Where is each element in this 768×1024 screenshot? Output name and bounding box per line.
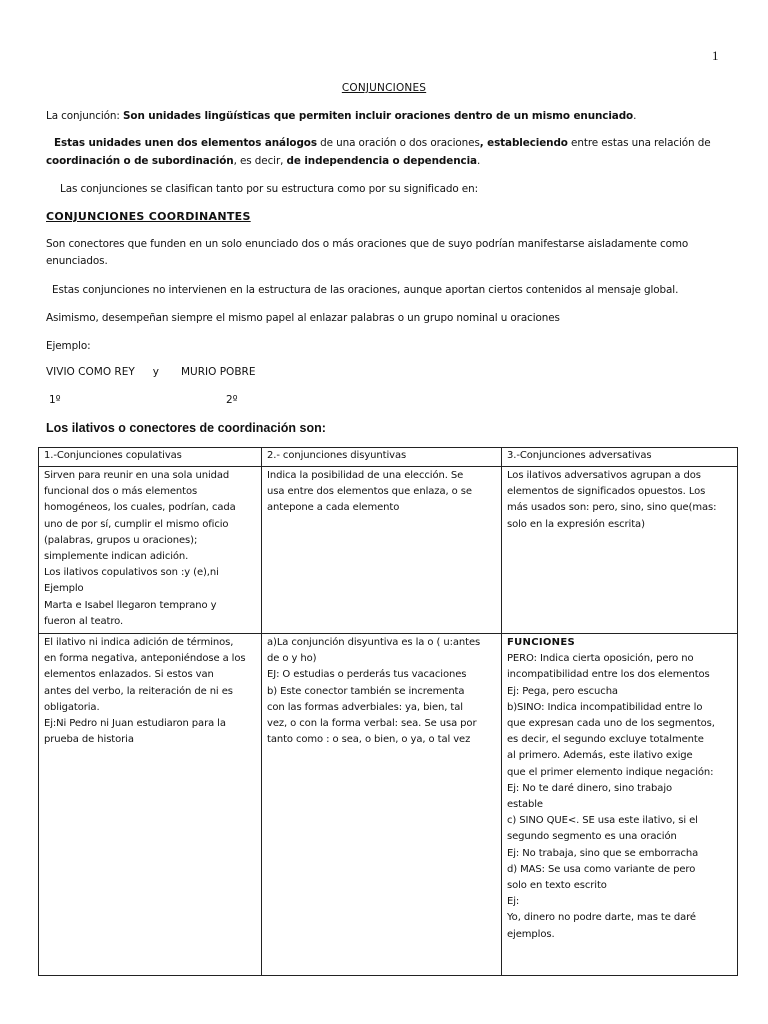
cell-text-line: (palabras, grupos u oraciones); [44, 534, 198, 546]
cell-text-line: homogéneos, los cuales, podrían, cada [44, 502, 236, 514]
cell-text-line: ejemplos. [507, 928, 555, 940]
cell-text-line: d) MAS: Se usa como variante de pero [507, 863, 696, 875]
cell-text-line: EJ: O estudias o perderás tus vacaciones [267, 669, 467, 681]
section-heading-coordinantes: CONJUNCIONES COORDINANTES [46, 210, 251, 223]
cell-text-line: solo en la expresión escrita) [507, 518, 645, 530]
example-part-2: MURIO POBRE [180, 366, 256, 378]
cell-text-line: a)La conjunción disyuntiva es la o ( u:antes [267, 637, 481, 649]
cell-text-line: usa entre dos elementos que enlaza, o se [267, 486, 472, 498]
intro-bold: Son unidades lingüísticas que permiten incluir oraciones dentro de un mismo enunciado [123, 110, 634, 122]
intro-bold: de independencia o dependencia [286, 155, 477, 167]
cell-text-line: vez, o con la forma verbal: sea. Se usa por [267, 718, 477, 730]
cell-text-line: b)SINO: Indica incompatibilidad entre lo [507, 701, 703, 713]
intro-bold: , estableciendo [479, 137, 568, 149]
example-number-1: 1º [49, 394, 61, 406]
cell-text-line: c) SINO QUE<. SE usa este ilativo, si el [507, 815, 698, 827]
table-row [39, 634, 738, 976]
intro-text: de una oración o dos oraciones [316, 137, 480, 149]
cell-disyuntivas-definition [262, 467, 502, 634]
cell-text-line: elementos de significados opuestos. Los [507, 486, 706, 498]
cell-text-line: simplemente indican adición. [44, 551, 189, 563]
cell-text-line: Marta e Isabel llegaron temprano y [44, 599, 217, 611]
cell-text-line: Los ilativos adversativos agrupan a dos [507, 470, 701, 481]
definition-line-2: enunciados. [46, 255, 108, 267]
cell-text-line: que expresan cada uno de los segmentos, [507, 718, 715, 730]
intro-paragraph-2 [54, 135, 724, 151]
intro-bold: coordinación o de subordinación [46, 155, 234, 167]
cell-text-line: solo en texto escrito [507, 880, 607, 892]
example-conjunction: y [152, 366, 159, 378]
header-disyuntivas: 2.- conjunciones disyuntivas [262, 448, 502, 467]
example-part-1: VIVIO COMO REY [46, 366, 135, 378]
page-number: 1 [712, 48, 719, 63]
cell-copulativas-ni [39, 634, 262, 976]
table-row [39, 467, 738, 634]
cell-text-line: uno de por sí, cumplir el mismo oficio [44, 518, 229, 530]
definition-line-1: Son conectores que funden en un solo enunciado dos o más oraciones que de suyo podrían manifestarse aisladamente como [46, 238, 689, 250]
cell-text-line: prueba de historia [44, 734, 134, 746]
cell-text-line: al primero. Además, este ilativo exige [507, 750, 693, 762]
cell-text-line: estable [507, 799, 543, 811]
paragraph-no-intervienen: Estas conjunciones no intervienen en la estructura de las oraciones, aunque aportan ciertos contenidos al mensaje global. [52, 284, 679, 296]
cell-text-line: de o y ho) [267, 653, 317, 665]
cell-text-line: elementos enlazados. Si estos van [44, 669, 214, 681]
cell-text-line: obligatoria. [44, 701, 100, 713]
cell-text-line: más usados son: pero, sino, sino que(mas: [507, 502, 717, 514]
cell-text-line: Sirven para reunir en una sola unidad [44, 470, 230, 481]
intro-bold: Estas unidades unen dos elementos análogos [54, 137, 317, 149]
cell-text-line: PERO: Indica cierta oposición, pero no [507, 653, 694, 665]
cell-adversativas-funciones [502, 634, 738, 976]
cell-text-line: Yo, dinero no podre darte, mas te daré [507, 912, 696, 924]
intro-text: , es decir, [233, 155, 287, 167]
header-copulativas: 1.-Conjunciones copulativas [39, 448, 262, 467]
intro-paragraph-2-cont [46, 153, 726, 169]
paragraph-asimismo: Asimismo, desempeñan siempre el mismo papel al enlazar palabras o un grupo nominal u oraciones [46, 312, 560, 324]
cell-text-line: Ej: No te daré dinero, sino trabajo [507, 782, 673, 794]
example-label: Ejemplo: [46, 340, 91, 352]
cell-text-line: es decir, el segundo excluye totalmente [507, 734, 704, 746]
cell-text-line: antes del verbo, la reiteración de ni es [44, 685, 233, 697]
funciones-heading: FUNCIONES [507, 637, 575, 649]
cell-disyuntivas-forms [262, 634, 502, 976]
cell-text-line: incompatibilidad entre los dos elementos [507, 669, 710, 681]
cell-adversativas-definition [502, 467, 738, 634]
intro-paragraph-3: Las conjunciones se clasifican tanto por su estructura como por su significado en: [60, 183, 478, 195]
funciones-list [507, 651, 732, 943]
cell-text-line: Ej:Ni Pedro ni Juan estudiaron para la [44, 718, 226, 730]
intro-text: entre estas una relación de [567, 137, 711, 149]
example-sentence [46, 366, 255, 378]
cell-text-line: segundo segmento es una oración [507, 831, 677, 843]
cell-text-line: Ej: Pega, pero escucha [507, 685, 618, 697]
ilativos-table [38, 447, 738, 976]
cell-text-line: en forma negativa, anteponiéndose a los [44, 653, 246, 665]
cell-text-line: que el primer elemento indique negación: [507, 766, 714, 778]
cell-text-line: Los ilativos copulativos son :y (e),ni [44, 567, 219, 579]
intro-text: . [476, 155, 481, 167]
cell-text-line: fueron al teatro. [44, 615, 124, 627]
cell-text-line: Ejemplo [44, 583, 84, 595]
cell-copulativas-definition [39, 467, 262, 634]
header-adversativas: 3.-Conjunciones adversativas [502, 448, 738, 467]
cell-text-line: tanto como : o sea, o bien, o ya, o tal vez [267, 734, 471, 746]
page-title: CONJUNCIONES [341, 82, 427, 94]
cell-text-line: funcional dos o más elementos [44, 486, 198, 498]
intro-text: La conjunción: [46, 110, 124, 122]
example-number-2: 2º [226, 394, 238, 406]
cell-text-line: b) Este conector también se incrementa [267, 685, 465, 697]
intro-paragraph-1 [46, 108, 726, 124]
intro-text: . [633, 110, 637, 122]
table-heading: Los ilativos o conectores de coordinación son: [46, 421, 326, 435]
cell-text-line: antepone a cada elemento [267, 502, 400, 514]
cell-text-line: Indica la posibilidad de una elección. Se [267, 470, 464, 481]
cell-text-line: Ej: [507, 896, 520, 908]
cell-text-line: El ilativo ni indica adición de términos, [44, 637, 234, 649]
cell-text-line: Ej: No trabaja, sino que se emborracha [507, 847, 699, 859]
cell-text-line: con las formas adverbiales: ya, bien, tal [267, 701, 463, 713]
table-header-row [39, 448, 738, 467]
